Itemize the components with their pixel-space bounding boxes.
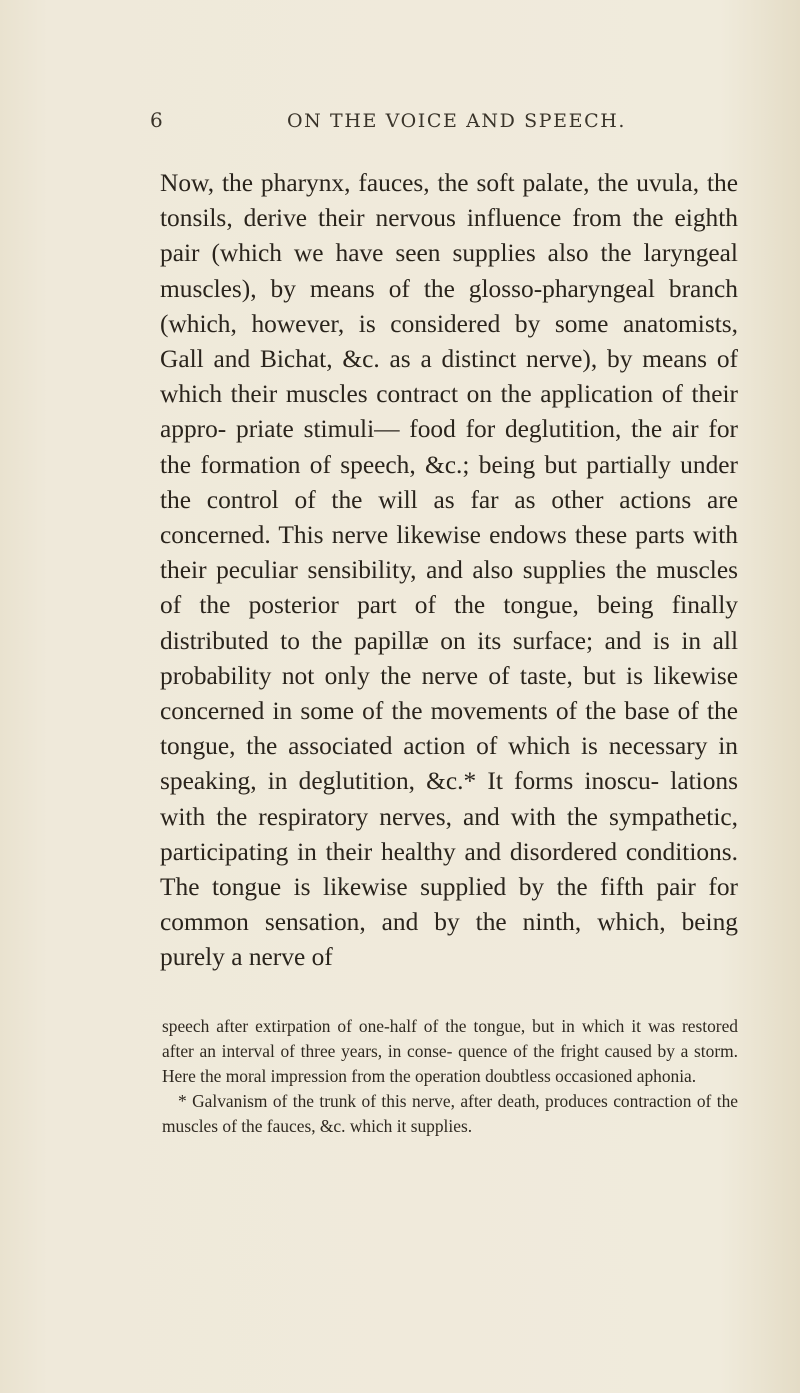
page-header — [150, 108, 710, 148]
main-paragraph: Now, the pharynx, fauces, the soft palate, the uvula, the tonsils, derive their nervous influence from the eighth pair (which we have seen supplies also the laryngeal muscles), by means of the glosso-pharyngeal branch (which, however, is considered by some anatomists, Gall and Bichat, &c. as a distinct nerve), by means of which their muscles contract on the application of their appro- priate stimuli— food for deglutition, the air for the formation of speech, &c.; being but partially under the control of the will as far as other actions are concerned. This nerve likewise endows these parts with their peculiar sensibility, and also supplies the muscles of the posterior part of the tongue, being finally distributed to the papillæ on its surface; and is in all probability not only the nerve of taste, but is likewise concerned in some of the movements of the base of the tongue, the associated action of which is necessary in speaking, in deglutition, &c.* It forms inoscu- lations with the respiratory nerves, and with the sympathetic, participating in their healthy and disordered conditions. The tongue is likewise supplied by the fifth pair for common sensation, and by the ninth, which, being purely a nerve of — [160, 169, 738, 972]
page-number: 6 — [150, 108, 163, 132]
footnote-asterisk: * Galvanism of the trunk of this nerve, after death, produces contraction of the muscles of the fauces, &c. which it supplies. — [162, 1091, 738, 1136]
body-text — [160, 166, 738, 976]
footnotes — [162, 1014, 738, 1139]
running-head: ON THE VOICE AND SPEECH. — [287, 110, 627, 132]
footnote-continued: speech after extirpation of one-half of the tongue, but in which it was restored after an interval of three years, in conse- quence of the fright caused by a storm. Here the moral impression from the operation doubtless occasioned aphonia. — [162, 1016, 738, 1086]
